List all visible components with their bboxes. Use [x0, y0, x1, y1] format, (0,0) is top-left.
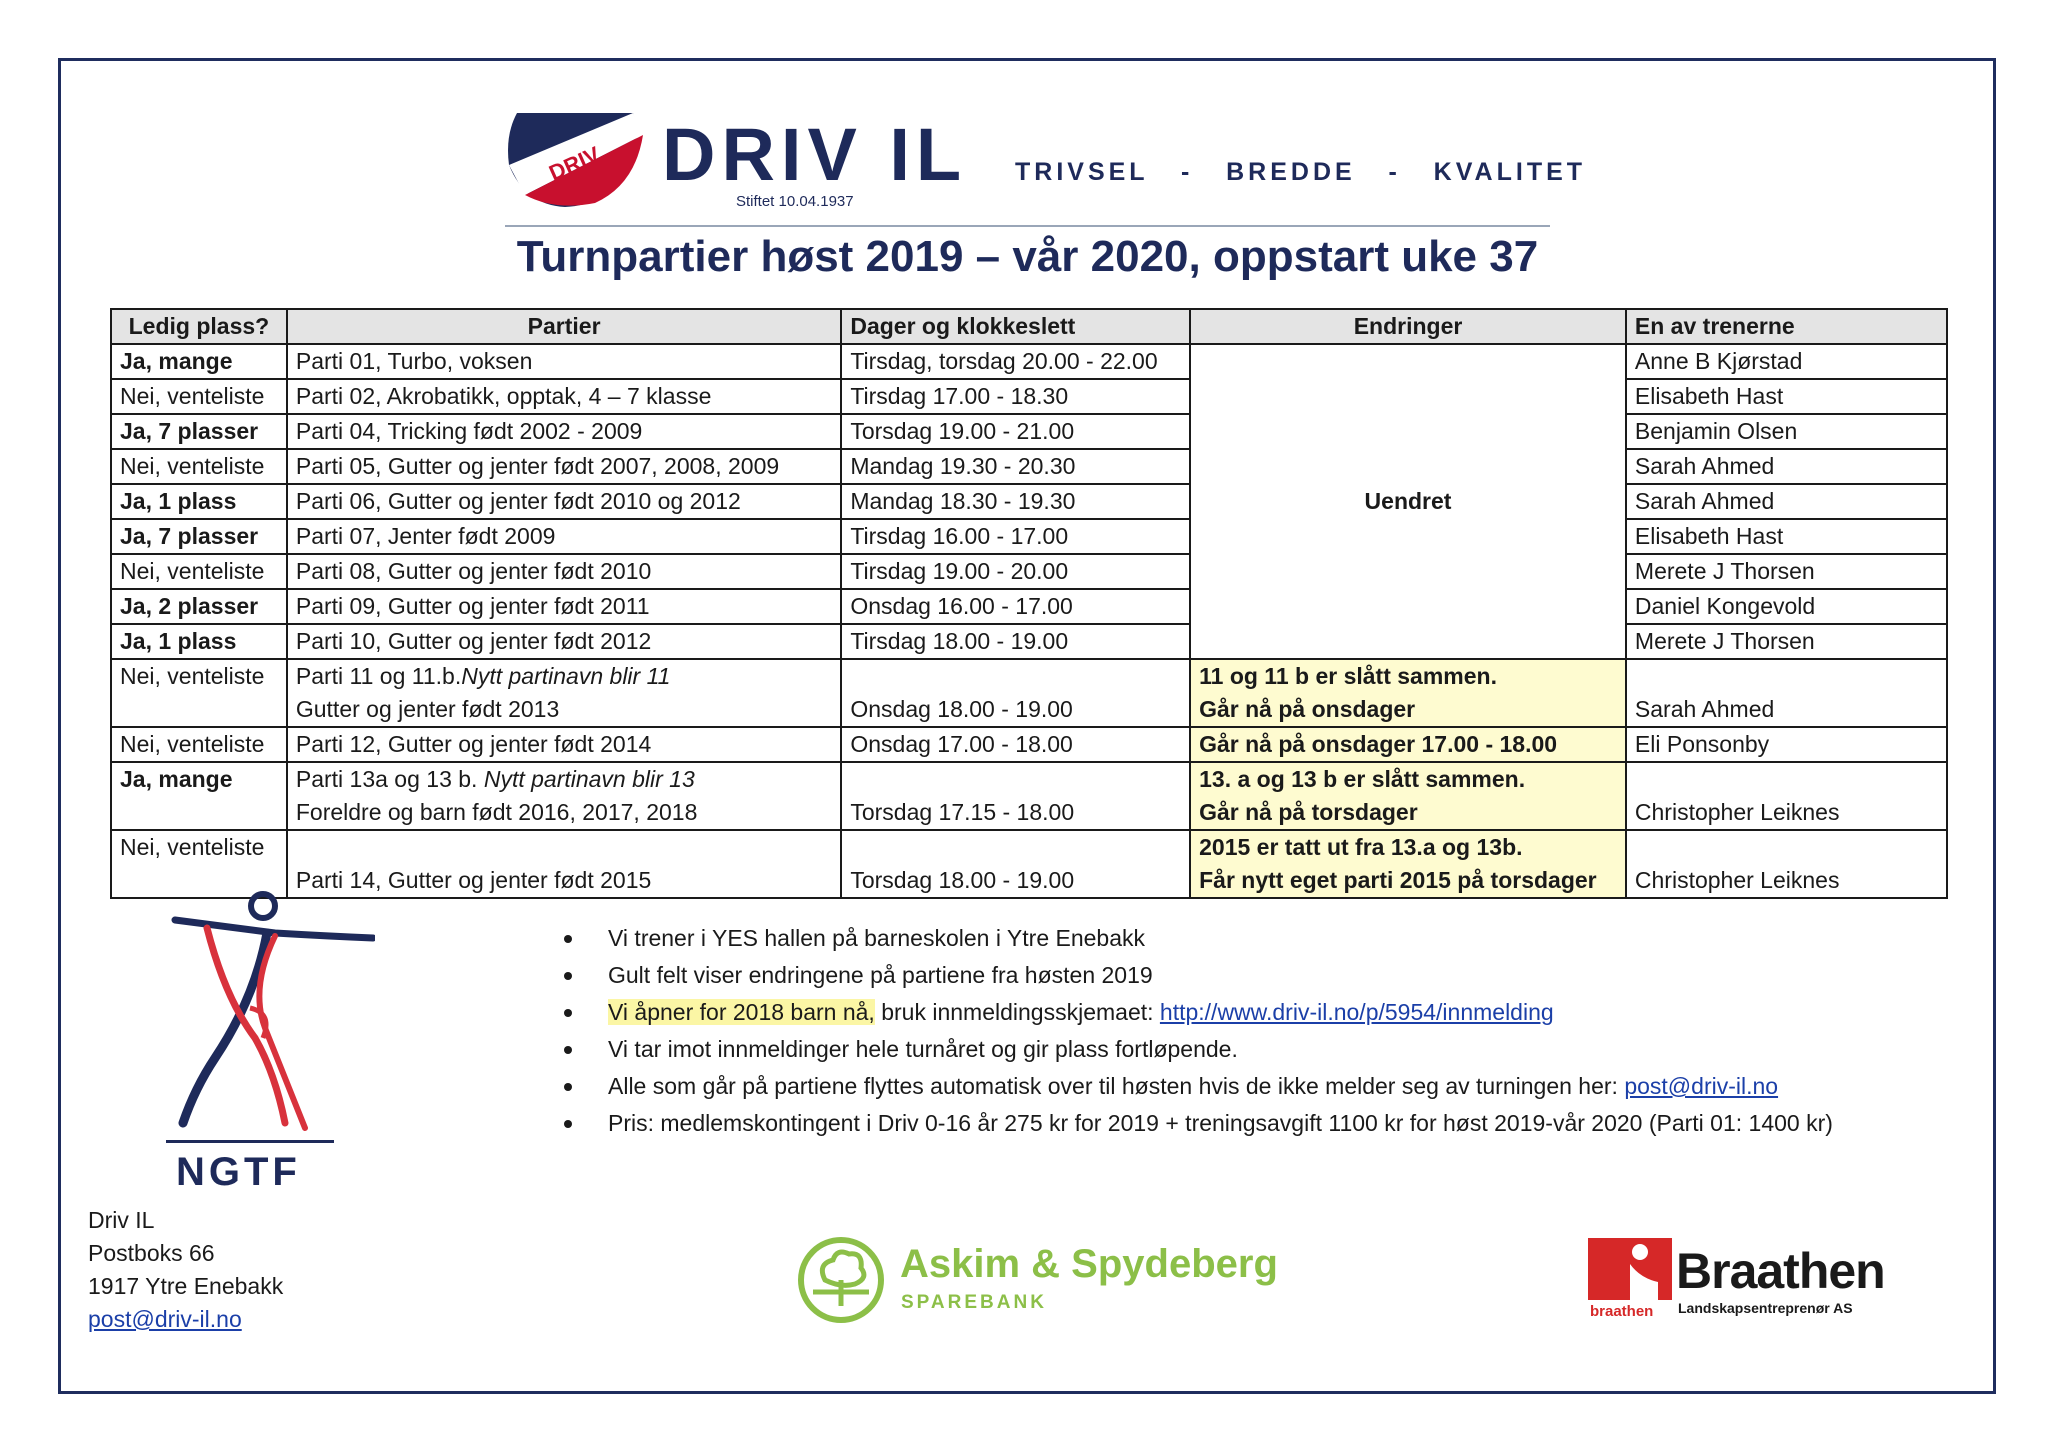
info-text: Pris: medlemskontingent i Driv 0-16 år 275 kr for 2019 + treningsavgift 1100 kr for høst 2019-vår 2020 (Parti 01: 1400 kr)	[608, 1110, 1833, 1136]
address-email-link[interactable]: post@driv-il.no	[88, 1306, 242, 1332]
cell-plass: Nei, venteliste	[111, 379, 287, 414]
bullet-icon	[564, 935, 572, 943]
cell-plass: Ja, 7 plasser	[111, 519, 287, 554]
cell-trener: Anne B Kjørstad	[1626, 344, 1947, 379]
cell-endring	[1190, 762, 1626, 830]
cell-tid: Torsdag 17.15 - 18.00	[841, 762, 1190, 830]
cell-uendret: Uendret	[1190, 344, 1626, 659]
table-row-changed	[111, 830, 1947, 898]
bullet-icon	[564, 1046, 572, 1054]
endring-line: 2015 er tatt ut fra 13.a og 13b.	[1199, 834, 1523, 860]
endring-line: 13. a og 13 b er slått sammen.	[1199, 766, 1526, 792]
info-highlight: Vi åpner for 2018 barn nå,	[608, 999, 875, 1025]
info-text: Vi tar imot innmeldinger hele turnåret og gir plass fortløpende.	[608, 1036, 1238, 1062]
braathen-sub: Landskapsentreprenør AS	[1678, 1300, 1853, 1316]
registration-link[interactable]: http://www.driv-il.no/p/5954/innmelding	[1159, 999, 1554, 1025]
parti-desc: Gutter og jenter født 2013	[295, 696, 560, 722]
cell-tid: Tirsdag 16.00 - 17.00	[841, 519, 1190, 554]
askim-name: Askim & Spydeberg	[900, 1242, 1278, 1286]
cell-parti: Parti 14, Gutter og jenter født 2015	[287, 830, 841, 898]
col-endringer: Endringer	[1190, 309, 1626, 344]
cell-tid: Onsdag 17.00 - 18.00	[841, 727, 1190, 762]
email-link[interactable]: post@driv-il.no	[1624, 1073, 1779, 1099]
table-header-row	[111, 309, 1947, 344]
list-item	[560, 1105, 1833, 1142]
table-row	[111, 379, 1947, 414]
parti-name: Parti 13a og 13 b.	[295, 766, 484, 792]
cell-parti	[287, 762, 841, 830]
club-name: DRIV IL	[662, 113, 968, 196]
info-text: Vi trener i YES hallen på barneskolen i Ytre Enebakk	[608, 925, 1146, 951]
cell-tid: Tirsdag 19.00 - 20.00	[841, 554, 1190, 589]
cell-plass: Nei, venteliste	[111, 449, 287, 484]
info-text: bruk innmeldingsskjemaet:	[874, 999, 1160, 1025]
cell-parti: Parti 10, Gutter og jenter født 2012	[287, 624, 841, 659]
cell-plass: Nei, venteliste	[111, 659, 287, 727]
col-partier: Partier	[287, 309, 841, 344]
ngtf-label: NGTF	[176, 1150, 301, 1194]
club-address	[88, 1204, 283, 1336]
cell-trener: Christopher Leiknes	[1626, 762, 1947, 830]
founded-date: Stiftet 10.04.1937	[736, 193, 854, 210]
info-list	[560, 920, 1833, 1142]
table-row-changed	[111, 659, 1947, 727]
bullet-icon	[564, 1083, 572, 1091]
cell-parti: Parti 12, Gutter og jenter født 2014	[287, 727, 841, 762]
list-item	[560, 1031, 1833, 1068]
club-motto: TRIVSEL - BREDDE - KVALITET	[1015, 158, 1587, 186]
list-item	[560, 920, 1833, 957]
cell-parti: Parti 07, Jenter født 2009	[287, 519, 841, 554]
cell-trener: Christopher Leiknes	[1626, 830, 1947, 898]
col-dager: Dager og klokkeslett	[841, 309, 1190, 344]
list-item	[560, 957, 1833, 994]
cell-plass: Nei, venteliste	[111, 830, 287, 898]
cell-parti	[287, 659, 841, 727]
parti-new-name: Nytt partinavn blir 11	[461, 663, 671, 689]
table-row	[111, 589, 1947, 624]
cell-endring: Går nå på onsdager 17.00 - 18.00	[1190, 727, 1626, 762]
endring-line: 11 og 11 b er slått sammen.	[1199, 663, 1497, 689]
cell-trener: Merete J Thorsen	[1626, 554, 1947, 589]
tree-icon	[795, 1234, 887, 1326]
table-row	[111, 484, 1947, 519]
cell-parti: Parti 04, Tricking født 2002 - 2009	[287, 414, 841, 449]
endring-line: Går nå på onsdager	[1199, 696, 1416, 722]
address-name: Driv IL	[88, 1207, 155, 1233]
parti-name: Parti 11 og 11.b.	[295, 663, 462, 689]
askim-sub: SPAREBANK	[901, 1292, 1047, 1313]
cell-trener: Elisabeth Hast	[1626, 519, 1947, 554]
table-row-changed	[111, 727, 1947, 762]
braathen-logo	[1588, 1238, 1885, 1323]
cell-tid: Tirsdag 17.00 - 18.30	[841, 379, 1190, 414]
cell-trener: Elisabeth Hast	[1626, 379, 1947, 414]
cell-tid: Onsdag 16.00 - 17.00	[841, 589, 1190, 624]
info-text: Gult felt viser endringene på partiene fra høsten 2019	[608, 962, 1153, 988]
table-row	[111, 519, 1947, 554]
parti-new-name: Nytt partinavn blir 13	[483, 766, 695, 792]
cell-parti: Parti 01, Turbo, voksen	[287, 344, 841, 379]
endring-line: Får nytt eget parti 2015 på torsdager	[1199, 867, 1597, 893]
cell-tid: Mandag 19.30 - 20.30	[841, 449, 1190, 484]
cell-parti: Parti 05, Gutter og jenter født 2007, 2008, 2009	[287, 449, 841, 484]
table-row	[111, 624, 1947, 659]
ngtf-gymnast-logo	[155, 888, 375, 1133]
cell-parti: Parti 09, Gutter og jenter født 2011	[287, 589, 841, 624]
col-trener: En av trenerne	[1626, 309, 1947, 344]
bullet-icon	[564, 1120, 572, 1128]
endring-line: Går nå på torsdager	[1199, 799, 1418, 825]
info-text: Alle som går på partiene flyttes automatisk over til høsten hvis de ikke melder seg av turningen her:	[608, 1073, 1625, 1099]
cell-plass: Ja, 7 plasser	[111, 414, 287, 449]
cell-plass: Nei, venteliste	[111, 554, 287, 589]
cell-plass: Ja, mange	[111, 762, 287, 830]
cell-tid: Mandag 18.30 - 19.30	[841, 484, 1190, 519]
schedule-table	[110, 308, 1948, 899]
parti-desc: Foreldre og barn født 2016, 2017, 2018	[295, 799, 698, 825]
table-row-changed	[111, 762, 1947, 830]
table-row	[111, 414, 1947, 449]
ngtf-divider	[166, 1140, 334, 1143]
cell-parti: Parti 06, Gutter og jenter født 2010 og 2012	[287, 484, 841, 519]
cell-endring	[1190, 830, 1626, 898]
cell-trener: Eli Ponsonby	[1626, 727, 1947, 762]
cell-trener: Sarah Ahmed	[1626, 449, 1947, 484]
cell-plass: Ja, mange	[111, 344, 287, 379]
driv-logo	[505, 105, 645, 210]
askim-sparebank-logo	[795, 1234, 1278, 1329]
cell-tid: Tirsdag, torsdag 20.00 - 22.00	[841, 344, 1190, 379]
address-city: 1917 Ytre Enebakk	[88, 1273, 284, 1299]
cell-parti: Parti 08, Gutter og jenter født 2010	[287, 554, 841, 589]
cell-trener: Benjamin Olsen	[1626, 414, 1947, 449]
list-item	[560, 1068, 1833, 1105]
cell-tid: Torsdag 18.00 - 19.00	[841, 830, 1190, 898]
cell-trener: Merete J Thorsen	[1626, 624, 1947, 659]
cell-endring	[1190, 659, 1626, 727]
cell-trener: Sarah Ahmed	[1626, 659, 1947, 727]
header-divider	[505, 225, 1550, 227]
table-row	[111, 449, 1947, 484]
bullet-icon	[564, 1009, 572, 1017]
cell-trener: Sarah Ahmed	[1626, 484, 1947, 519]
logo-text: DRIV	[545, 141, 604, 186]
cell-tid: Tirsdag 18.00 - 19.00	[841, 624, 1190, 659]
braathen-name: Braathen	[1676, 1243, 1885, 1299]
cell-plass: Ja, 2 plasser	[111, 589, 287, 624]
cell-tid: Torsdag 19.00 - 21.00	[841, 414, 1190, 449]
table-row	[111, 344, 1947, 379]
col-ledig-plass: Ledig plass?	[111, 309, 287, 344]
address-box: Postboks 66	[88, 1240, 215, 1266]
document-title: Turnpartier høst 2019 – vår 2020, oppstart uke 37	[516, 232, 1539, 281]
cell-parti: Parti 02, Akrobatikk, opptak, 4 – 7 klasse	[287, 379, 841, 414]
list-item	[560, 994, 1833, 1031]
bullet-icon	[564, 972, 572, 980]
cell-tid: Onsdag 18.00 - 19.00	[841, 659, 1190, 727]
table-row	[111, 554, 1947, 589]
cell-trener: Daniel Kongevold	[1626, 589, 1947, 624]
cell-plass: Nei, venteliste	[111, 727, 287, 762]
braathen-small-text: braathen	[1590, 1303, 1654, 1320]
cell-plass: Ja, 1 plass	[111, 484, 287, 519]
cell-plass: Ja, 1 plass	[111, 624, 287, 659]
